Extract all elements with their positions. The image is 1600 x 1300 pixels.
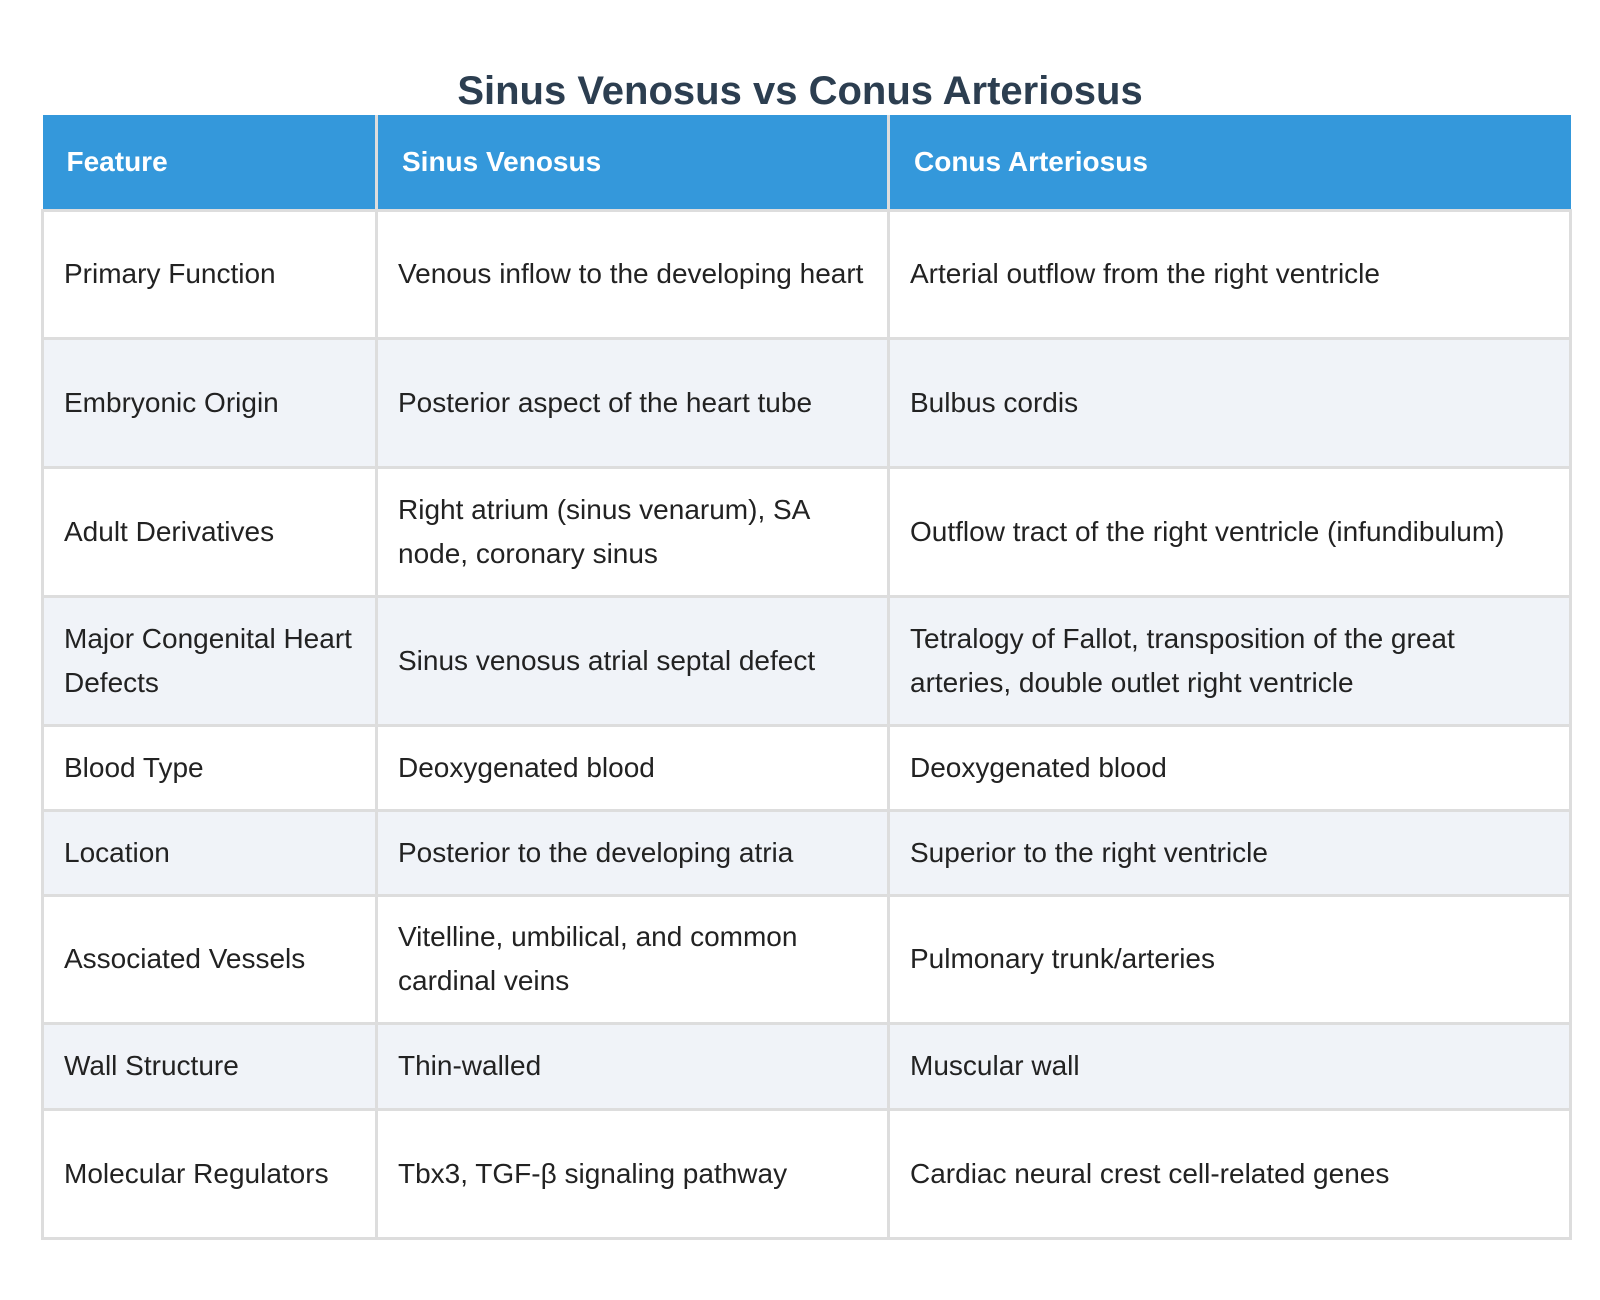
conus-arteriosus-cell: Deoxygenated blood [889, 725, 1571, 810]
table-row [43, 725, 1571, 810]
sinus-venosus-cell: Posterior to the developing atria [377, 810, 889, 895]
conus-arteriosus-cell: Tetralogy of Fallot, transposition of the great arteries, double outlet right ventricle [889, 596, 1571, 725]
sinus-venosus-cell: Venous inflow to the developing heart [377, 210, 889, 338]
table-row [43, 467, 1571, 596]
page-title: Sinus Venosus vs Conus Arteriosus [457, 68, 1143, 113]
feature-cell: Molecular Regulators [43, 1109, 377, 1238]
table-row [43, 1109, 1571, 1238]
conus-arteriosus-cell: Pulmonary trunk/arteries [889, 895, 1571, 1023]
feature-cell: Primary Function [43, 210, 377, 338]
sinus-venosus-cell: Right atrium (sinus venarum), SA node, coronary sinus [377, 467, 889, 596]
table-row [43, 210, 1571, 338]
table-row [43, 810, 1571, 895]
sinus-venosus-cell: Tbx3, TGF-β signaling pathway [377, 1109, 889, 1238]
conus-arteriosus-cell: Bulbus cordis [889, 338, 1571, 467]
conus-arteriosus-cell: Muscular wall [889, 1023, 1571, 1109]
sinus-venosus-cell: Posterior aspect of the heart tube [377, 338, 889, 467]
feature-cell: Adult Derivatives [43, 467, 377, 596]
header-conus-arteriosus: Conus Arteriosus [889, 115, 1571, 210]
conus-arteriosus-cell: Cardiac neural crest cell-related genes [889, 1109, 1571, 1238]
conus-arteriosus-cell: Arterial outflow from the right ventricle [889, 210, 1571, 338]
feature-cell: Wall Structure [43, 1023, 377, 1109]
sinus-venosus-cell: Sinus venosus atrial septal defect [377, 596, 889, 725]
feature-cell: Embryonic Origin [43, 338, 377, 467]
feature-cell: Blood Type [43, 725, 377, 810]
feature-cell: Location [43, 810, 377, 895]
sinus-venosus-cell: Deoxygenated blood [377, 725, 889, 810]
comparison-table [41, 115, 1572, 1240]
header-sinus-venosus: Sinus Venosus [377, 115, 889, 210]
feature-cell: Major Congenital Heart Defects [43, 596, 377, 725]
sinus-venosus-cell: Thin-walled [377, 1023, 889, 1109]
sinus-venosus-cell: Vitelline, umbilical, and common cardinal veins [377, 895, 889, 1023]
conus-arteriosus-cell: Outflow tract of the right ventricle (infundibulum) [889, 467, 1571, 596]
feature-cell: Associated Vessels [43, 895, 377, 1023]
table-row [43, 338, 1571, 467]
header-feature: Feature [43, 115, 377, 210]
table-header-row [43, 115, 1571, 210]
table-row [43, 596, 1571, 725]
conus-arteriosus-cell: Superior to the right ventricle [889, 810, 1571, 895]
table-row [43, 895, 1571, 1023]
table-row [43, 1023, 1571, 1109]
